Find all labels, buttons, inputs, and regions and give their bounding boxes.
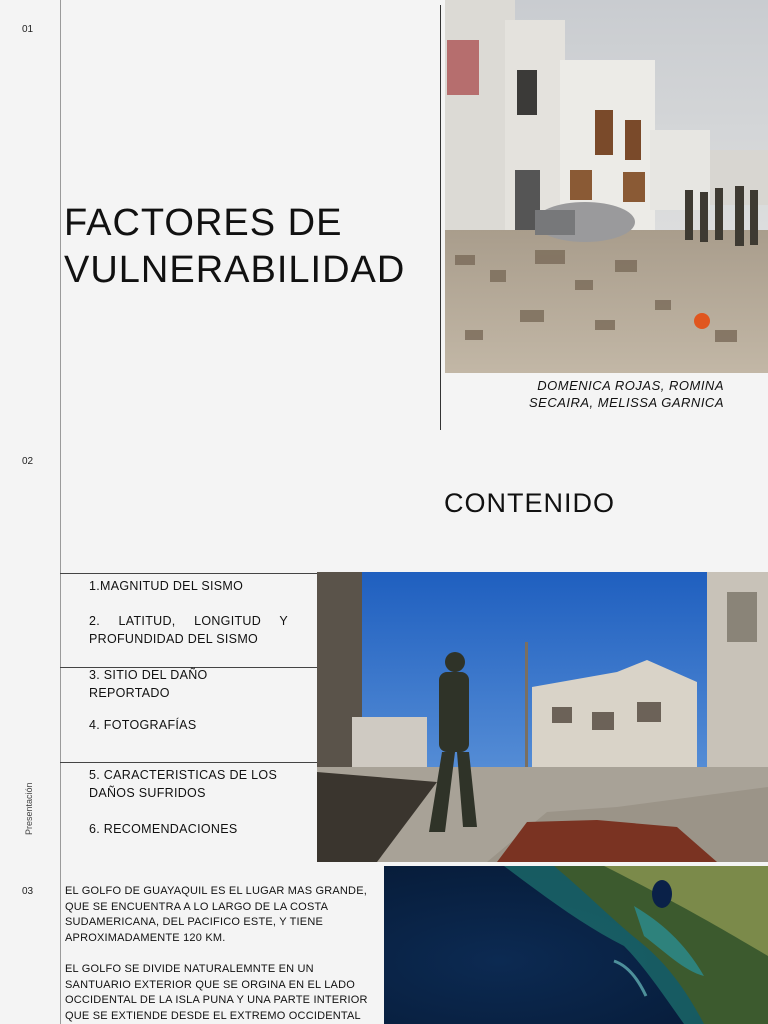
p2-line-3: OCCIDENTAL DE LA ISLA PUNA Y UNA PARTE INTERIOR	[65, 994, 368, 1006]
p2-line-1: EL GOLFO SE DIVIDE NATURALEMNTE EN UN	[65, 963, 314, 975]
gulf-paragraph-2	[65, 962, 377, 1024]
page-number-3: 03	[22, 886, 34, 897]
toc-item-3b: REPORTADO	[89, 686, 170, 700]
authors-line-1: DOMENICA ROJAS, ROMINA	[537, 378, 724, 393]
presentation-side-label: Presentación	[24, 782, 34, 835]
authors-line-2: SECAIRA, MELISSA GARNICA	[528, 395, 724, 410]
gulf-paragraph-1	[65, 884, 377, 946]
title-line-1: FACTORES DE	[64, 202, 343, 244]
toc-divider-top	[60, 573, 318, 574]
page-number-2: 02	[22, 456, 34, 467]
earthquake-street-photo	[445, 0, 768, 373]
toc-item-5a: 5. CARACTERISTICAS DE LOS	[89, 768, 278, 782]
authors	[470, 377, 724, 411]
page-number-1: 01	[22, 24, 34, 35]
p1-line-1: EL GOLFO DE GUAYAQUIL ES EL LUGAR MAS GRANDE,	[65, 885, 367, 897]
toc-item-5b: DAÑOS SUFRIDOS	[89, 786, 206, 800]
p1-line-4: APROXIMADAMENTE 120 KM.	[65, 931, 226, 944]
toc-divider-bottom	[60, 762, 318, 763]
p1-line-2: QUE SE ENCUENTRA A LO LARGO DE LA COSTA	[65, 900, 329, 913]
title-line-2: VULNERABILIDAD	[64, 249, 406, 291]
toc-item-4: 4. FOTOGRAFÍAS	[89, 718, 197, 732]
contenido-heading: CONTENIDO	[444, 488, 615, 518]
slide1-divider	[440, 5, 441, 430]
p2-line-2: SANTUARIO EXTERIOR QUE SE ORGINA EN EL LADO	[65, 978, 355, 991]
toc-item-1: 1.MAGNITUD DEL SISMO	[89, 579, 244, 593]
toc-item-2a: 2. LATITUD, LONGITUD Y	[89, 614, 288, 628]
p2-line-4: QUE SE EXTIENDE DESDE EL EXTREMO OCCIDENTAL	[65, 1009, 361, 1022]
p1-line-3: SUDAMERICANA, DEL PACIFICO ESTE, Y TIENE	[65, 916, 324, 928]
toc-item-3a: 3. SITIO DEL DAÑO	[89, 668, 208, 682]
toc-item-2b: PROFUNDIDAD DEL SISMO	[89, 632, 259, 646]
toc-item-6: 6. RECOMENDACIONES	[89, 822, 238, 836]
destroyed-city-photo	[317, 572, 768, 862]
satellite-gulf-map	[384, 866, 768, 1024]
left-margin-line	[60, 0, 61, 1024]
slide-title	[64, 200, 405, 294]
